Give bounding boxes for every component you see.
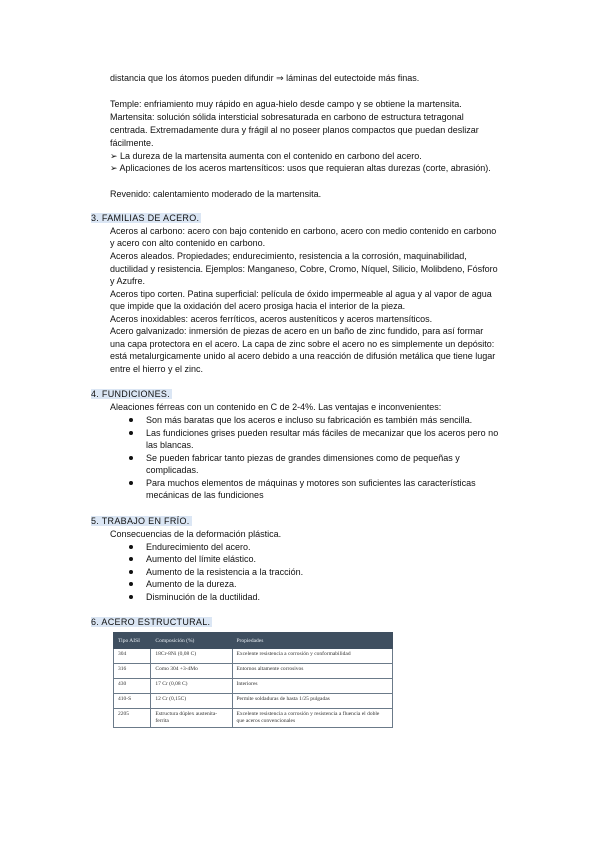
table-cell: 430 xyxy=(114,679,151,694)
table-cell: 12 Cr (0,15C) xyxy=(151,694,232,709)
section-heading-3 xyxy=(91,212,201,224)
section-heading-4 xyxy=(91,388,172,400)
table-cell: 410-S xyxy=(114,694,151,709)
table-cell: Excelente resistencia a corrosión y conformabilidad xyxy=(232,649,393,664)
table-row xyxy=(114,664,393,679)
table-cell: 316 xyxy=(114,664,151,679)
table-cell: Permite soldaduras de hasta 1/25 pulgadas xyxy=(232,694,393,709)
bullet-dot xyxy=(129,557,133,561)
table-cell: Excelente resistencia a corrosión y resistencia a fluencia el doble que aceros convencionales xyxy=(232,709,393,728)
table-cell: Interiores xyxy=(232,679,393,694)
bullet-dot xyxy=(129,582,133,586)
table-header-row xyxy=(114,633,393,649)
table-header-cell: Composición (%) xyxy=(151,633,232,649)
bullet-dot xyxy=(129,418,133,422)
s4-bullet-cont: las blancas. xyxy=(146,440,194,450)
arrow-point: ➢ Aplicaciones de los aceros martensíticos: usos que requieran altas durezas (corte, abrasión). xyxy=(110,163,491,173)
table-cell: Estructura dúplex austenita-ferrita xyxy=(151,709,232,728)
table-header-cell: Tipo AISI xyxy=(114,633,151,649)
martensita-line: fácilmente. xyxy=(110,138,154,148)
s5-intro: Consecuencias de la deformación plástica. xyxy=(110,529,282,539)
table-header-cell: Propiedades xyxy=(232,633,393,649)
bullet-dot xyxy=(129,595,133,599)
section-heading-6 xyxy=(91,616,212,628)
bullet-dot xyxy=(129,481,133,485)
s4-bullet-cont: complicadas. xyxy=(146,465,199,475)
s4-bullet: Se pueden fabricar tanto piezas de grandes dimensiones como de pequeñas y xyxy=(146,453,460,463)
revenido-line: Revenido: calentamiento moderado de la martensita. xyxy=(110,189,322,199)
s3-line: Aceros aleados. Propiedades; endurecimiento, resistencia a la corrosión, maquinabilidad, xyxy=(110,251,467,261)
s3-line: Aceros tipo corten. Patina superficial: película de óxido impermeable al agua y al vapor de agua xyxy=(110,289,492,299)
table-cell: Como 304 +3-4Mo xyxy=(151,664,232,679)
table-cell: 17 Cr (0,08 C) xyxy=(151,679,232,694)
section-heading-text: 5. TRABAJO EN FRÍO. xyxy=(91,516,190,526)
s3-line: y acero con alto contenido en carbono. xyxy=(110,238,266,248)
bullet-dot xyxy=(129,431,133,435)
table-row xyxy=(114,709,393,728)
table-cell: 18Cr-8Ni (0,08 C) xyxy=(151,649,232,664)
s4-bullet-cont: mecánicas de las fundiciones xyxy=(146,490,264,500)
intro-line: distancia que los átomos pueden difundir ⇒ láminas del eutectoide más finas. xyxy=(110,73,420,83)
s3-line: Aceros inoxidables: aceros ferríticos, aceros austeníticos y aceros martensíticos. xyxy=(110,314,433,324)
s3-line: que impide que la oxidación del acero prosiga hacia el interior de la pieza. xyxy=(110,301,406,311)
section-heading-text: 4. FUNDICIONES. xyxy=(91,389,171,399)
s3-line: una capa protectora en el acero. La capa de zinc sobre el acero no es simplemente un depósito: xyxy=(110,339,495,349)
section-heading-5 xyxy=(91,515,192,527)
table-cell: 2205 xyxy=(114,709,151,728)
bullet-dot xyxy=(129,545,133,549)
s3-line: está metalurgicamente unido al acero debido a una reacción de difusión metálica que tiene lugar xyxy=(110,351,496,361)
s4-bullet: Son más baratas que los aceros e incluso su fabricación es también más sencilla. xyxy=(146,415,473,425)
table-row xyxy=(114,649,393,664)
s5-bullet: Aumento de la dureza. xyxy=(146,579,237,589)
s3-line: y Azufre. xyxy=(110,276,146,286)
section-heading-text: 6. ACERO ESTRUCTURAL. xyxy=(91,617,211,627)
s3-line: Acero galvanizado: inmersión de piezas de acero en un baño de zinc fundido, para así formar xyxy=(110,326,484,336)
steel-table xyxy=(113,632,393,728)
arrow-point: ➢ La dureza de la martensita aumenta con el contenido en carbono del acero. xyxy=(110,151,422,161)
s5-bullet: Aumento de la resistencia a la tracción. xyxy=(146,567,304,577)
bullet-dot xyxy=(129,570,133,574)
s3-line: Aceros al carbono: acero con bajo contenido en carbono, acero con medio contenido en carbono xyxy=(110,226,497,236)
table-row xyxy=(114,679,393,694)
s5-bullet: Endurecimiento del acero. xyxy=(146,542,251,552)
table-cell: 304 xyxy=(114,649,151,664)
s4-intro: Aleaciones férreas con un contenido en C de 2-4%. Las ventajas e inconvenientes: xyxy=(110,402,442,412)
s3-line: entre el hierro y el zinc. xyxy=(110,364,204,374)
s5-bullet: Disminución de la ductilidad. xyxy=(146,592,261,602)
section-heading-text: 3. FAMILIAS DE ACERO. xyxy=(91,213,200,223)
martensita-line: centrada. Extremadamente dura y frágil al no poseer planos compactos que puedan deslizar xyxy=(110,125,479,135)
s3-line: ductilidad y resistencia. Ejemplos: Manganeso, Cobre, Cromo, Níquel, Silicio, Molibdeno, Fósforo xyxy=(110,264,498,274)
s5-bullet: Aumento del límite elástico. xyxy=(146,554,257,564)
s4-bullet: Las fundiciones grises pueden resultar más fáciles de mecanizar que los aceros pero no xyxy=(146,428,499,438)
table-row xyxy=(114,694,393,709)
temple-line: Temple: enfriamiento muy rápido en agua-hielo desde campo γ se obtiene la martensita. xyxy=(110,99,462,109)
table-cell: Entornos altamente corrosivos xyxy=(232,664,393,679)
bullet-dot xyxy=(129,456,133,460)
martensita-line: Martensita: solución sólida intersticial sobresaturada en carbono de estructura tetragonal xyxy=(110,112,464,122)
s4-bullet: Para muchos elementos de máquinas y motores son suficientes las características xyxy=(146,478,476,488)
